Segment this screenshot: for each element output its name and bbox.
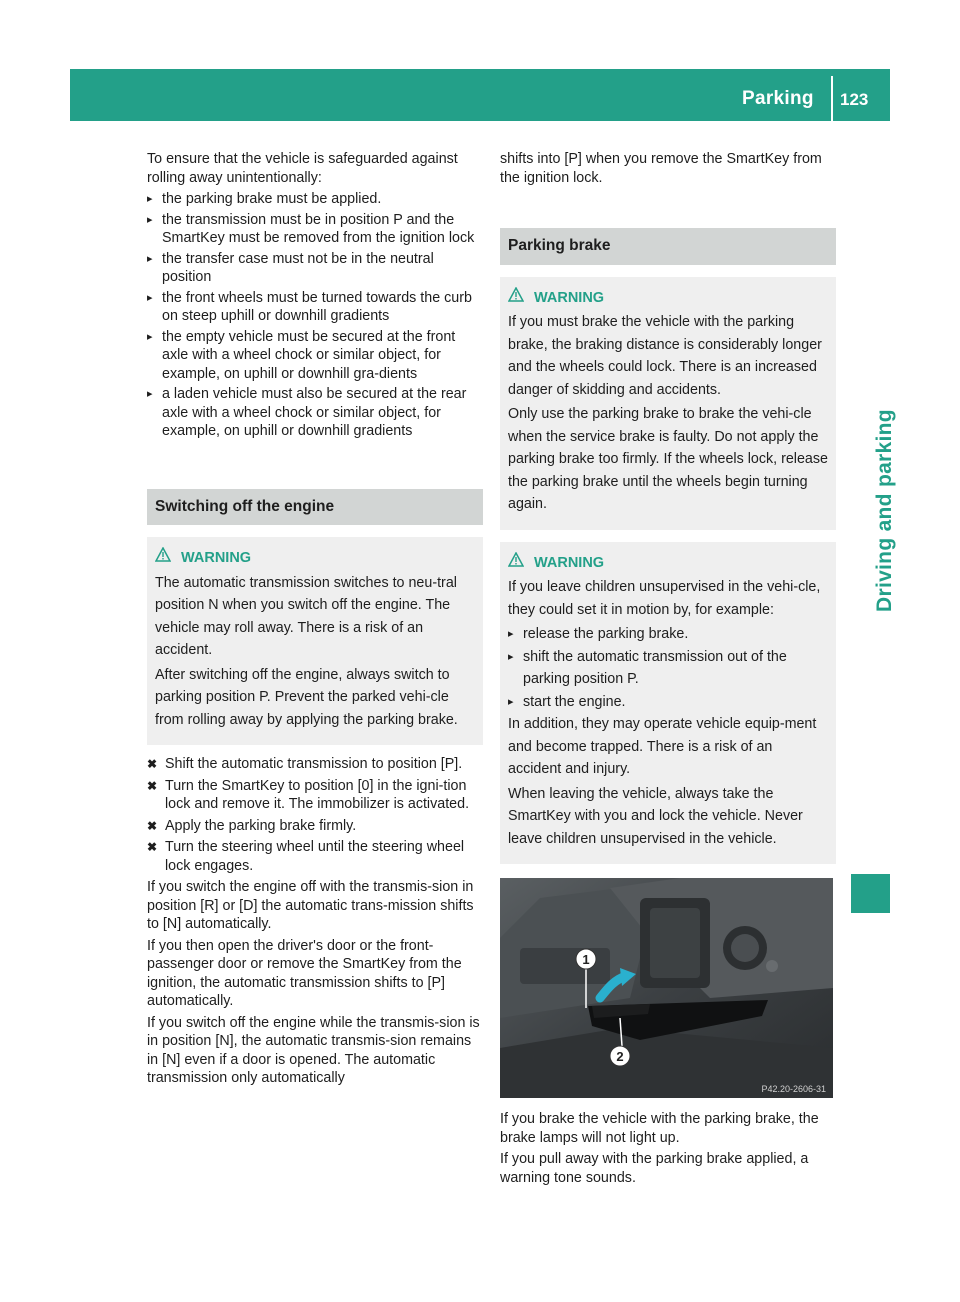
parking-brake-photo: [500, 878, 833, 1098]
warning-text: The automatic transmission switches to neu-tral position N when you switch off the engine. The vehicle may roll away. There is a risk of an accident.: [155, 574, 457, 658]
left-column: [147, 150, 483, 1091]
warning-box: [500, 277, 836, 530]
callout-1: 1: [582, 952, 590, 967]
warning-box: [147, 537, 483, 745]
warning-triangle-icon: [508, 552, 524, 575]
warning-label: WARNING: [534, 289, 605, 306]
page-title: Parking: [742, 88, 814, 109]
section-heading-switching-off: Switching off the engine: [147, 489, 483, 526]
page-number: 123: [840, 90, 869, 109]
header-divider: [831, 76, 833, 121]
warning-text: If you must brake the vehicle with the parking brake, the braking distance is considerably longer and the wheels could lock. There is an increased danger of skidding and accidents.: [508, 314, 822, 398]
list-item: ▸ a laden vehicle must also be secured at the rear axle with a wheel chock or similar object, for example, on uphill or downhill gradients: [147, 385, 483, 441]
body-paragraph: If you pull away with the parking brake applied, a warning tone sounds.: [500, 1151, 809, 1186]
step-item: ✖ Turn the SmartKey to position [0] in the igni-tion lock and remove it. The immobilizer is activated.: [147, 777, 483, 814]
body-paragraph: If you then open the driver's door or the front-passenger door or remove the SmartKey from the ignition, the automatic transmission shifts to [P] automatically.: [147, 937, 462, 1009]
body-paragraph: If you switch the engine off with the transmis-sion in position [R] or [D] the automatic trans-mission shifts to [N] automatically.: [147, 879, 474, 932]
list-item: ▸ the transfer case must not be in the neutral position: [147, 250, 483, 287]
warning-list-item: ▸ shift the automatic transmission out of the parking position P.: [508, 646, 828, 691]
right-column: [500, 150, 836, 1190]
warning-heading: [155, 547, 475, 570]
list-item: ▸ the transmission must be in position P and the SmartKey must be removed from the ignition lock: [147, 211, 483, 248]
warning-triangle-icon: [155, 547, 171, 570]
warning-label: WARNING: [534, 554, 605, 571]
warning-text: Only use the parking brake to brake the vehi-cle when the service brake is faulty. Do not apply the parking brake too firmly. If the wheels lock, release the parking brake until the wheels begin turning again.: [508, 406, 828, 512]
warning-text: If you leave children unsupervised in the vehi-cle, they could set it in motion by, for example:: [508, 579, 821, 618]
body-paragraph: If you switch off the engine while the transmis-sion is in position [N], the automatic transmis-sion remains in [N] even if a door is opened. The automatic transmission only automatically: [147, 1014, 480, 1086]
section-heading-parking-brake: Parking brake: [500, 228, 836, 265]
warning-text: In addition, they may operate vehicle equip-ment and become trapped. There is a risk of an accident and injury.: [508, 716, 817, 777]
image-code: P42.20-2606-31: [761, 1084, 826, 1094]
step-item: ✖ Shift the automatic transmission to position [P].: [147, 755, 483, 774]
warning-box: [500, 542, 836, 865]
step-item: ✖ Apply the parking brake firmly.: [147, 817, 483, 836]
list-item: ▸ the front wheels must be turned towards the curb on steep uphill or downhill gradients: [147, 289, 483, 326]
warning-heading: [508, 287, 828, 310]
callout-2: 2: [616, 1049, 624, 1064]
body-paragraph: If you brake the vehicle with the parking brake, the brake lamps will not light up.: [500, 1111, 819, 1146]
step-item: ✖ Turn the steering wheel until the steering wheel lock engages.: [147, 838, 483, 875]
warning-heading: [508, 552, 828, 575]
warning-text: When leaving the vehicle, always take the SmartKey with you and lock the vehicle. Never leave children unsupervised in the vehicle.: [508, 785, 803, 847]
list-item: ▸ the empty vehicle must be secured at the front axle with a wheel chock or similar object, for example, on uphill or downhill gra-dients: [147, 328, 483, 384]
side-tab-block: [851, 874, 890, 913]
warning-label: WARNING: [181, 550, 252, 566]
side-chapter-text: Driving and parking: [873, 409, 896, 612]
warning-triangle-icon: [508, 287, 524, 310]
continued-text: shifts into [P] when you remove the SmartKey from the ignition lock.: [500, 151, 822, 186]
warning-text: After switching off the engine, always switch to parking position P. Prevent the parked vehi-cle from rolling away by applying the parking brake.: [155, 666, 458, 728]
list-item: ▸ the parking brake must be applied.: [147, 190, 483, 209]
side-chapter-label: [843, 134, 896, 814]
warning-list-item: ▸ start the engine.: [508, 691, 828, 714]
intro-text: To ensure that the vehicle is safeguarded against rolling away unintentionally:: [147, 151, 458, 186]
warning-list-item: ▸ release the parking brake.: [508, 623, 828, 646]
